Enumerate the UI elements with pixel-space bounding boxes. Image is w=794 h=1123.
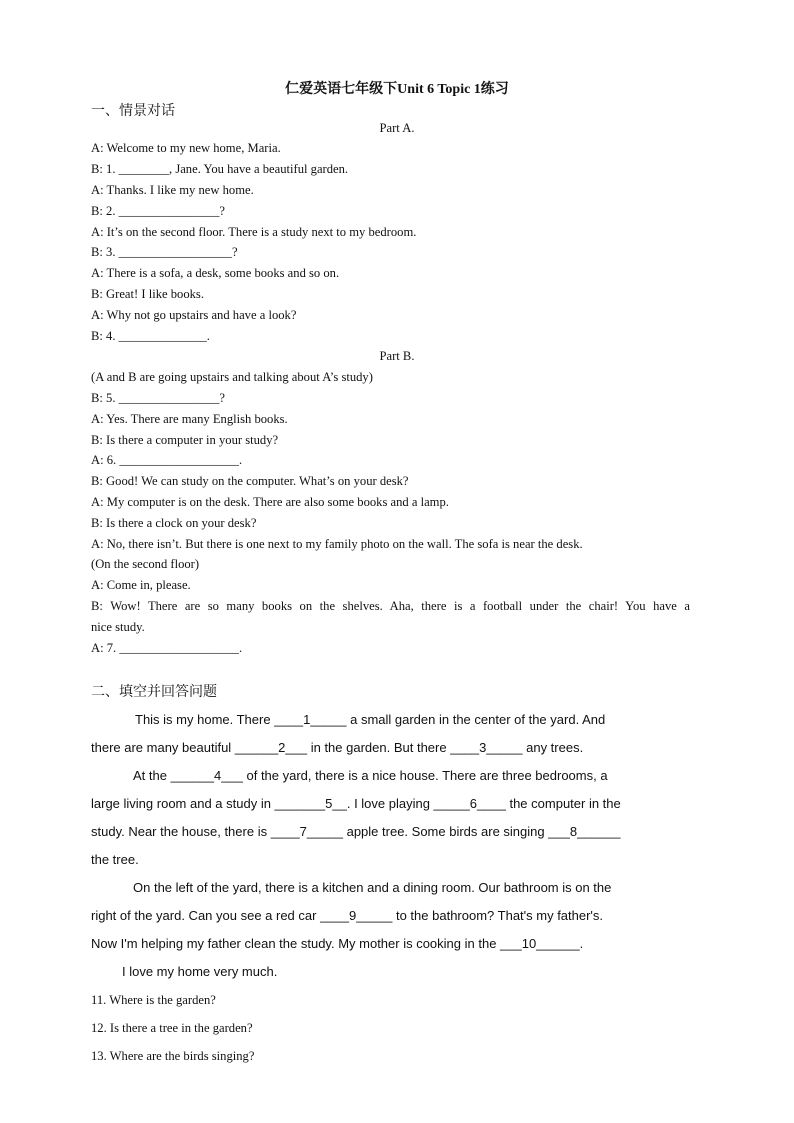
passage-line: the tree.: [91, 852, 139, 867]
dialogue-line: B: Is there a clock on your desk?: [91, 516, 257, 530]
dialogue-line: A: My computer is on the desk. There are also some books and a lamp.: [91, 495, 449, 509]
question-item: 12. Is there a tree in the garden?: [91, 1021, 253, 1035]
dialogue-line: A: Yes. There are many English books.: [91, 412, 288, 426]
part-a-label: Part A.: [379, 121, 415, 135]
dialogue-line: A: 7. ___________________.: [91, 641, 243, 655]
dialogue-line: B: Is there a computer in your study?: [91, 433, 279, 447]
part-b-label: Part B.: [379, 349, 415, 363]
question-item: 13. Where are the birds singing?: [91, 1049, 255, 1063]
passage-line: On the left of the yard, there is a kitchen and a dining room. Our bathroom is on the: [133, 880, 612, 895]
dialogue-line: B: Wow! There are so many books on the shelves. Aha, there is a football under the chair! You have a: [91, 599, 690, 613]
dialogue-line: (On the second floor): [91, 557, 200, 571]
dialogue-line: B: Good! We can study on the computer. What’s on your desk?: [91, 474, 409, 488]
dialogue-line: nice study.: [91, 620, 145, 634]
dialogue-line: (A and B are going upstairs and talking about A’s study): [91, 370, 373, 384]
passage-line: right of the yard. Can you see a red car ____9_____ to the bathroom? That's my father's.: [91, 908, 604, 923]
passage-line: there are many beautiful ______2___ in the garden. But there ____3_____ any trees.: [91, 740, 584, 755]
dialogue-line: A: Why not go upstairs and have a look?: [91, 308, 297, 322]
dialogue-line: A: Welcome to my new home, Maria.: [91, 141, 281, 155]
passage-line: I love my home very much.: [122, 964, 278, 979]
dialogue-line: B: 5. ________________?: [91, 391, 225, 405]
question-item: 11. Where is the garden?: [91, 993, 216, 1007]
section-1-heading: 一、情景对话: [91, 104, 175, 119]
dialogue-line: A: Thanks. I like my new home.: [91, 183, 254, 197]
page-title: 仁爱英语七年级下Unit 6 Topic 1练习: [285, 82, 509, 97]
dialogue-line: B: Great! I like books.: [91, 287, 204, 301]
section-2-heading: 二、填空并回答问题: [91, 685, 217, 700]
passage-line: large living room and a study in _______5__. I love playing _____6____ the computer in the: [91, 796, 621, 811]
dialogue-line: A: There is a sofa, a desk, some books and so on.: [91, 266, 340, 280]
passage-line: Now I'm helping my father clean the study. My mother is cooking in the ___10______.: [91, 936, 584, 951]
dialogue-line: B: 3. __________________?: [91, 245, 238, 259]
dialogue-line: A: Come in, please.: [91, 578, 191, 592]
dialogue-line: A: No, there isn’t. But there is one next to my family photo on the wall. The sofa is near the desk.: [91, 537, 583, 551]
dialogue-line: B: 1. ________, Jane. You have a beautiful garden.: [91, 162, 349, 176]
dialogue-line: A: It’s on the second floor. There is a study next to my bedroom.: [91, 225, 417, 239]
passage-line: study. Near the house, there is ____7_____ apple tree. Some birds are singing ___8______: [91, 824, 621, 839]
dialogue-line: B: 4. ______________.: [91, 329, 210, 343]
passage-line: This is my home. There ____1_____ a small garden in the center of the yard. And: [135, 712, 606, 727]
dialogue-line: B: 2. ________________?: [91, 204, 225, 218]
passage-line: At the ______4___ of the yard, there is a nice house. There are three bedrooms, a: [133, 768, 608, 783]
dialogue-line: A: 6. ___________________.: [91, 453, 243, 467]
